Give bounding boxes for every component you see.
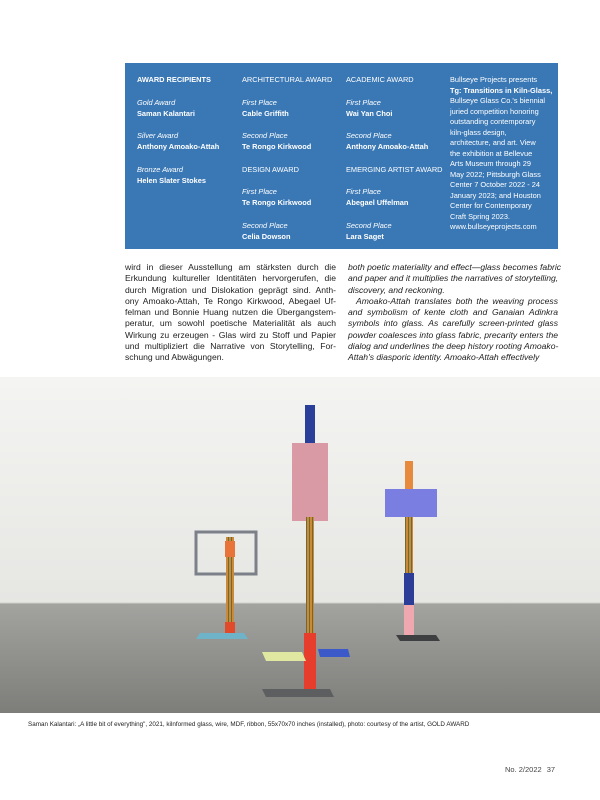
emerging-second-label: Second Place (346, 221, 392, 230)
photo-caption: Saman Kalantari: „A little bit of everything", 2021, kilnformed glass, wire, MDF, ribbon, 55x70x70 inches (installed), photo: courtesy of the artist, GOLD AWARD (28, 721, 470, 728)
academic-second-name: Anthony Amoako-Attah (346, 142, 429, 151)
emerging-first-name: Abegael Uffelman (346, 198, 409, 207)
body-line: wird in dieser Ausstellung am stärksten durch die (125, 262, 336, 272)
info-line: Arts Museum through 29 (450, 159, 531, 168)
design-first-name: Te Rongo Kirkwood (242, 198, 312, 207)
artwork-photo (0, 377, 600, 713)
emerging-second-name: Lara Saget (346, 232, 384, 241)
info-line: architecture, and art. View (450, 138, 536, 147)
info-line: kiln-glass design, (450, 127, 507, 137)
academic-first-name: Wai Yan Choi (346, 109, 393, 118)
body-line: and paper and it multiplies the narratives of storytelling, (348, 273, 559, 284)
body-line: symbols into glass. As carefully screen-printed glass (348, 318, 558, 329)
emerging-first-label: First Place (346, 187, 381, 196)
emerging-heading: EMERGING ARTIST AWARD (346, 165, 443, 174)
body-line: Erkundung kultureller Identitäten hervorgerufen, die (125, 273, 336, 284)
design-second-label: Second Place (242, 221, 288, 230)
academic-second-label: Second Place (346, 131, 392, 140)
silver-award-name: Anthony Amoako-Attah (137, 142, 220, 151)
info-line: Bullseye Glass Co.'s biennial (450, 96, 546, 105)
info-line: juried competition honoring (450, 106, 539, 116)
body-line: dialog and underlines the deep history rooting Amoako- (348, 341, 559, 352)
issue-number: No. 2/2022 (505, 765, 542, 774)
award-recipients-box (125, 63, 558, 249)
page-number: 37 (546, 765, 556, 774)
info-line: the exhibition at Bellevue (450, 148, 533, 158)
info-line: outstanding contemporary (450, 117, 536, 126)
body-line: discovery, and reckoning. (348, 284, 445, 295)
info-line: Center 7 October 2022 - 24 (450, 180, 540, 189)
silver-award-label: Silver Award (137, 131, 179, 140)
info-line: January 2023; and Houston (450, 190, 541, 200)
gold-award-name: Saman Kalantari (137, 109, 195, 118)
body-text-english (348, 262, 562, 364)
architectural-first-label: First Place (242, 98, 277, 107)
info-line: Craft Spring 2023. (450, 211, 510, 221)
body-line: schung und Abwägungen. (125, 352, 224, 363)
body-line: Wirkung zu erzeugen - Glas wird zu Stoff und Papier (125, 329, 336, 340)
architectural-first-name: Cable Griffith (242, 109, 289, 118)
info-link: www.bullseyeprojects.com (450, 222, 537, 231)
body-line: und multipliziert die Narrative von Storytelling, For- (125, 341, 336, 352)
gold-award-label: Gold Award (137, 98, 176, 107)
architectural-second-name: Te Rongo Kirkwood (242, 142, 312, 151)
body-line: both poetic materiality and effect—glass becomes fabric (348, 262, 562, 272)
exhibition-info-text (450, 75, 556, 233)
recipients-heading: AWARD RECIPIENTS (137, 75, 211, 84)
info-line: May 2022; Pittsburgh Glass (450, 169, 541, 179)
academic-heading: ACADEMIC AWARD (346, 75, 414, 84)
bronze-award-name: Helen Slater Stokes (137, 176, 207, 185)
body-line: peratur, um sowohl poetische Materialität als auch (125, 318, 336, 329)
info-line: Bullseye Projects presents (450, 75, 538, 84)
bronze-award-label: Bronze Award (137, 165, 184, 174)
body-line: Amoako-Attah translates both the weaving process (356, 295, 558, 306)
architectural-heading: ARCHITECTURAL AWARD (242, 75, 333, 84)
body-text-german (125, 262, 336, 364)
design-heading: DESIGN AWARD (242, 165, 299, 174)
body-line: felman und Bonnie Huang nutzen die Übergangstem- (125, 307, 336, 318)
page-footer (505, 765, 555, 774)
body-line: powder coalesces into glass fabric, precarity enters the (348, 329, 558, 340)
body-line: durch Migration und Dislokation geprägt sind. Anth- (125, 284, 336, 295)
architectural-second-label: Second Place (242, 131, 288, 140)
body-line: ony Amoako-Attah, Te Rongo Kirkwood, Abegael Uf- (125, 295, 336, 306)
body-line: and symbolism of kente cloth and Ganaian Adinkra (348, 307, 558, 318)
design-second-name: Celia Dowson (242, 232, 291, 241)
body-line: Attah's diasporic identity. Amoako-Attah effectively (348, 352, 540, 363)
info-line: Center for Contemporary (450, 201, 532, 210)
design-first-label: First Place (242, 187, 277, 196)
academic-first-label: First Place (346, 98, 381, 107)
info-line-title: Tg: Transitions in Kiln-Glass, (450, 85, 553, 95)
